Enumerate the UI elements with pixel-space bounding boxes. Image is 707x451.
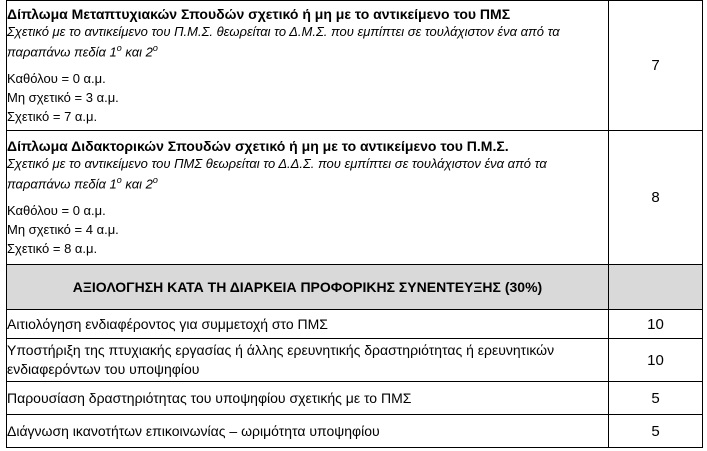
row-label-communication: Διάγνωση ικανοτήτων επικοινωνίας – ωριμότητα υποψηφίου bbox=[7, 415, 609, 448]
row-label-interest: Αιτιολόγηση ενδιαφέροντος για συμμετοχή στο ΠΜΣ bbox=[7, 310, 609, 339]
table-row-msc-diploma bbox=[7, 1, 703, 131]
table-row-phd-diploma bbox=[7, 131, 703, 265]
msc-diploma-cell bbox=[7, 1, 609, 131]
msc-note-sup1: ο bbox=[116, 43, 122, 54]
table-row-section-header bbox=[7, 265, 703, 310]
row-label-thesis-support: Υποστήριξη της πτυχιακής εργασίας ή άλλης ερευνητικής δραστηριότητας ή ερευνητικών ενδιαφερόντων του υποψηφίου bbox=[7, 339, 609, 382]
msc-option-none: Καθόλου = 0 α.μ. bbox=[7, 70, 106, 86]
phd-note-mid: και 2 bbox=[121, 176, 153, 192]
table-row bbox=[7, 415, 703, 448]
phd-diploma-note bbox=[7, 155, 608, 192]
row-score-activity-presentation: 5 bbox=[609, 382, 703, 415]
msc-diploma-note bbox=[7, 23, 608, 60]
phd-diploma-score: 8 bbox=[609, 131, 703, 265]
msc-note-sup2: ο bbox=[152, 43, 158, 54]
section-header-empty-cell bbox=[609, 265, 703, 310]
phd-note-sup2: ο bbox=[152, 175, 158, 186]
phd-note-sup1: ο bbox=[116, 175, 122, 186]
row-score-communication: 5 bbox=[609, 415, 703, 448]
section-header-title: ΑΞΙΟΛΟΓΗΣΗ ΚΑΤΑ ΤΗ ΔΙΑΡΚΕΙΑ ΠΡΟΦΟΡΙΚΗΣ ΣΥΝΕΝΤΕΥΞΗΣ (30%) bbox=[7, 265, 609, 310]
msc-note-text: Σχετικό με το αντικείμενο του Π.Μ.Σ. θεωρείται το Δ.Μ.Σ. που εμπίπτει σε τουλάχιστον ένα από τα παραπάνω πεδία 1 bbox=[7, 24, 560, 60]
table-row bbox=[7, 339, 703, 382]
msc-note-mid: και 2 bbox=[121, 44, 153, 60]
msc-diploma-title: Δίπλωμα Μεταπτυχιακών Σπουδών σχετικό ή μη με το αντικείμενο του ΠΜΣ bbox=[7, 6, 511, 23]
phd-option-related: Σχετικό = 8 α.μ. bbox=[7, 240, 98, 256]
evaluation-table bbox=[6, 0, 703, 448]
row-label-activity-presentation: Παρουσίαση δραστηριότητας του υποψηφίου σχετικής με το ΠΜΣ bbox=[7, 382, 609, 415]
table-row bbox=[7, 310, 703, 339]
msc-option-related: Σχετικό = 7 α.μ. bbox=[7, 108, 98, 124]
table-row bbox=[7, 382, 703, 415]
row-score-thesis-support: 10 bbox=[609, 339, 703, 382]
phd-diploma-cell bbox=[7, 131, 609, 265]
msc-diploma-score: 7 bbox=[609, 1, 703, 131]
phd-option-unrelated: Μη σχετικό = 4 α.μ. bbox=[7, 221, 119, 237]
phd-diploma-title: Δίπλωμα Διδακτορικών Σπουδών σχετικό ή μη με το αντικείμενο του Π.Μ.Σ. bbox=[7, 138, 509, 155]
msc-option-unrelated: Μη σχετικό = 3 α.μ. bbox=[7, 89, 119, 105]
phd-option-none: Καθόλου = 0 α.μ. bbox=[7, 202, 106, 218]
phd-note-text: Σχετικό με το αντικείμενο του ΠΜΣ θεωρείται το Δ.Δ.Σ. που εμπίπτει σε τουλάχιστον ένα από τα παραπάνω πεδία 1 bbox=[7, 156, 547, 192]
row-score-interest: 10 bbox=[609, 310, 703, 339]
